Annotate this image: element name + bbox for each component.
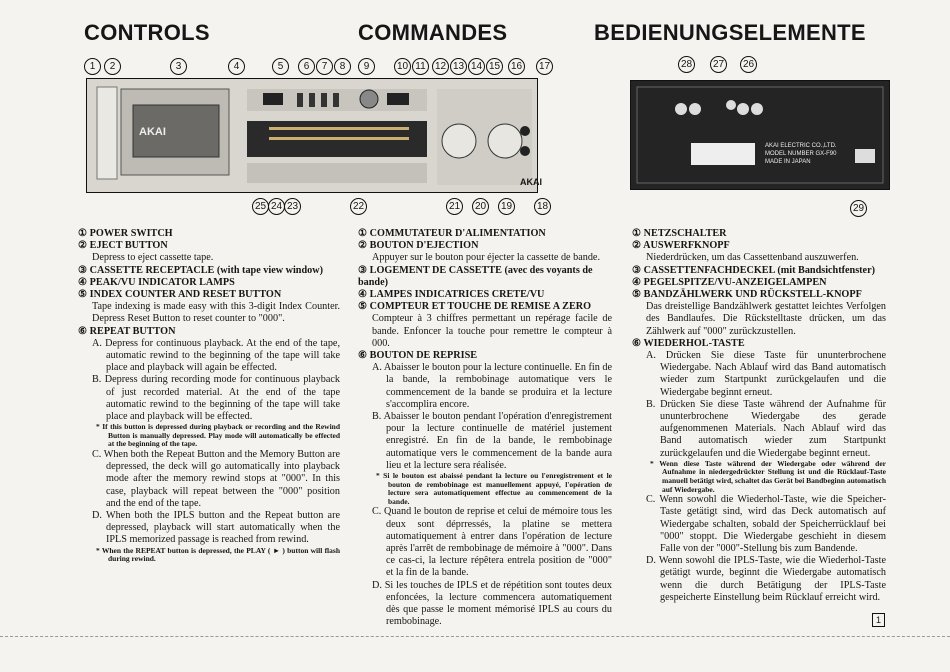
heading-commandes: COMMANDES [358, 20, 508, 45]
callout-11: 11 [412, 58, 429, 75]
de-item-2-title: ② AUSWERFKNOPF [632, 240, 730, 252]
front-panel-figure [86, 78, 538, 193]
fr-sub-b: B. Abaisser le bouton pendant l'opération d'enregistrement pour la lecture continuelle de matériel justement enregistré. En fin de la bande, le rembobinage automatique vers le commencement de la bande aura lieu et la lecture sera réalisée. [372, 411, 612, 471]
fr-item-5-body: Compteur à 3 chiffres permettant un repérage facile de bande. Enfoncer la touche pour remettre le compteur à 000. [372, 313, 612, 349]
en-sub-d: D. When both the IPLS button and the Repeat button are depressed, playback will start automatically when the IPLS memorized passage is reached from rewind. [92, 510, 340, 546]
front-panel-drawing [87, 79, 537, 192]
callout-26: 26 [740, 56, 757, 73]
akai-logo: AKAI [520, 177, 542, 187]
fr-sub-d: D. Si les touches de IPLS et de répétition sont toutes deux enfoncées, la lecture commencera automatiquement dès que passe le moment mémorisé IPLS au cours du rembobinage. [372, 579, 612, 628]
callout-12: 12 [432, 58, 449, 75]
callout-13: 13 [450, 58, 467, 75]
callout-29: 29 [850, 200, 867, 217]
rear-panel-drawing [631, 81, 889, 189]
de-note-1: * Wenn diese Taste während der Wiedergabe oder während der Aufnahme in niedergedrückter Stellung ist und die Rücklauf-Taste manuell betätigt wird, schaltet das Gerät bei Bandbeginn automatisch auf Wiedergabe. [650, 458, 886, 494]
callout-1: 1 [84, 58, 101, 75]
callout-6: 6 [298, 58, 315, 75]
fr-sub-a: A. Abaisser le bouton pour la lecture continuelle. En fin de la bande, la rembobinage automatique vers le commencement de la bande se produira et la lecture s'accomplira encore. [372, 362, 612, 410]
en-item-3-title: ③ CASSETTE RECEPTACLE (with tape view window) [78, 264, 323, 276]
en-item-4-title: ④ PEAK/VU INDICATOR LAMPS [78, 276, 235, 288]
callout-2: 2 [104, 58, 121, 75]
callout-17: 17 [536, 58, 553, 75]
callout-3: 3 [170, 58, 187, 75]
fr-sub-c: C. Quand le bouton de reprise et celui de mémoire tous les deux sont déprressés, la platine se mettera automatiquement à entrer dans l'opération de lecture après l'arrêt de rembobinage de mémoire à "000". Dans ce cas-ci, la lecture répêtera entrela position de "000" et la fin de la bande. [372, 506, 612, 579]
de-item-2-body: Niederdrücken, um das Cassettenband auszuwerfen. [646, 252, 859, 264]
rear-origin-label: MADE IN JAPAN [765, 159, 811, 165]
en-item-5-title: ⑤ INDEX COUNTER AND RESET BUTTON [78, 289, 282, 301]
de-sub-c: C. Wenn sowohl die Wiederhol-Taste, wie die Speicher-Taste getätigt sind, wird das Deck automatisch auf Wiedergabe schalten, sobald der Speicherrücklauf bei "000" stoppt. Die Wiedergabe geschieht in diesem Falle von der "000"-Stellung bis zum Bandende. [646, 494, 886, 555]
callout-21: 21 [446, 198, 463, 215]
de-item-5-body: Das dreistellige Bandzählwerk gestattet leichtes Verfolgen des Bandlaufes. Die Rückstelltaste drücken, um das Zählwerk auf "000" zurückzustellen. [646, 301, 886, 337]
callout-4: 4 [228, 58, 245, 75]
german-column [632, 228, 886, 604]
rear-maker-label: AKAI ELECTRIC CO.,LTD. [765, 143, 837, 149]
en-note-1: * If this button is depressed during playback or recording and the Rewind Button is manually depressed. Play mode will automatically be effected at the beginning of the tape. [96, 422, 340, 449]
en-note-2: * When the REPEAT button is depressed, the PLAY ( ► ) button will flash during rewind. [96, 545, 340, 564]
fr-item-3-title: ③ LOGEMENT DE CASSETTE (avec des voyants de bande) [358, 264, 593, 288]
page-number: 1 [872, 613, 885, 627]
callout-24: 24 [268, 198, 285, 215]
bottom-divider [0, 636, 950, 637]
callout-27: 27 [710, 56, 727, 73]
fr-item-4-title: ④ LAMPES INDICATRICES CRETE/VU [358, 289, 545, 301]
callout-5: 5 [272, 58, 289, 75]
akai-logo-cassette: AKAI [139, 126, 166, 138]
en-item-6-title: ⑥ REPEAT BUTTON [78, 325, 176, 337]
callout-8: 8 [334, 58, 351, 75]
fr-item-1-title: ① COMMUTATEUR D'ALIMENTATION [358, 228, 546, 239]
fr-item-2-body: Appuyer sur le bouton pour éjecter la cassette de bande. [372, 252, 601, 264]
en-item-2-body: Depress to eject cassette tape. [92, 252, 214, 264]
fr-item-5-title: ⑤ COMPTEUR ET TOUCHE DE REMISE A ZERO [358, 301, 592, 313]
fr-item-2-title: ② BOUTON D'EJECTION [358, 240, 479, 252]
callout-10: 10 [394, 58, 411, 75]
callout-7: 7 [316, 58, 333, 75]
rear-model-label: MODEL NUMBER GX-F90 [765, 151, 837, 157]
callout-20: 20 [472, 198, 489, 215]
de-sub-a: A. Drücken Sie diese Taste für ununterbrochene Wiedergabe. Nach Ablauf wird das Band automatisch wieder zum Startpunkt zurückgelaufen und die Wiedergabe beginnt erneut. [646, 350, 886, 398]
de-item-6-title: ⑥ WIEDERHOL-TASTE [632, 337, 745, 349]
de-item-3-title: ③ CASSETTENFACHDECKEL (mit Bandsichtfenster) [632, 264, 875, 276]
de-item-4-title: ④ PEGELSPITZE/VU-ANZEIGELAMPEN [632, 276, 827, 288]
de-sub-d: D. Wenn sowohl die IPLS-Taste, wie die Wiederhol-Taste getätigt wurde, beginnt die Wiedergabe automatisch wenn die durch Betätigung der IPLS-Taste gespeicherte Einstellung beim Rücklauf erreicht wird. [646, 555, 886, 603]
de-sub-b: B. Drücken Sie diese Taste während der Aufnahme für ununterbrochene Wiedergabe des gerade aufgenommenen Materials. Nach Ablauf wird das Band automatisch wieder zum Startpunkt zurückgelaufen und die Wiedergabe beginnt erneut. [646, 398, 886, 459]
de-item-1-title: ① NETZSCHALTER [632, 228, 727, 239]
heading-controls: CONTROLS [84, 20, 210, 45]
callout-18: 18 [534, 198, 551, 215]
callout-28: 28 [678, 56, 695, 73]
callout-14: 14 [468, 58, 485, 75]
callout-25: 25 [252, 198, 269, 215]
en-sub-b: B. Depress during recording mode for continuous playback of just recorded material. At the end of the tape automatic rewind to the beginning of the tape will take place and playback will be effected. [92, 374, 340, 423]
en-sub-a: A. Depress for continuous playback. At the end of the tape, automatic rewind to the beginning of the tape will take place and playback will again be effected. [92, 337, 340, 374]
en-item-1-title: ① POWER SWITCH [78, 228, 173, 239]
callout-23: 23 [284, 198, 301, 215]
callout-19: 19 [498, 198, 515, 215]
de-item-5-title: ⑤ BANDZÄHLWERK UND RÜCKSTELL-KNOPF [632, 289, 862, 301]
french-column [358, 228, 612, 628]
en-sub-c: C. When both the Repeat Button and the Memory Button are depressed, the deck will go automatically into playback mode after the memory rewind stops at "000". In this case, playback will repeat between the "000" position and the end of the tape. [92, 449, 340, 509]
en-item-5-body: Tape indexing is made easy with this 3-digit Index Counter. Depress Reset Button to reset counter to "000". [92, 301, 340, 325]
callout-9: 9 [358, 58, 375, 75]
fr-note-1: * Si le bouton est abaissé pendant la lecture ou l'enregistrement et le bouton de rembobinage est manuellement appuyé, l'opération de lecture sera automatiquement effectue au commencement de la bande. [376, 471, 612, 506]
callout-22: 22 [350, 198, 367, 215]
rear-panel-figure [630, 80, 890, 190]
english-column [78, 228, 340, 564]
en-item-2-title: ② EJECT BUTTON [78, 240, 168, 252]
callout-16: 16 [508, 58, 525, 75]
heading-bedienungselemente: BEDIENUNGSELEMENTE [594, 20, 866, 45]
fr-item-6-title: ⑥ BOUTON DE REPRISE [358, 350, 478, 362]
callout-15: 15 [486, 58, 503, 75]
